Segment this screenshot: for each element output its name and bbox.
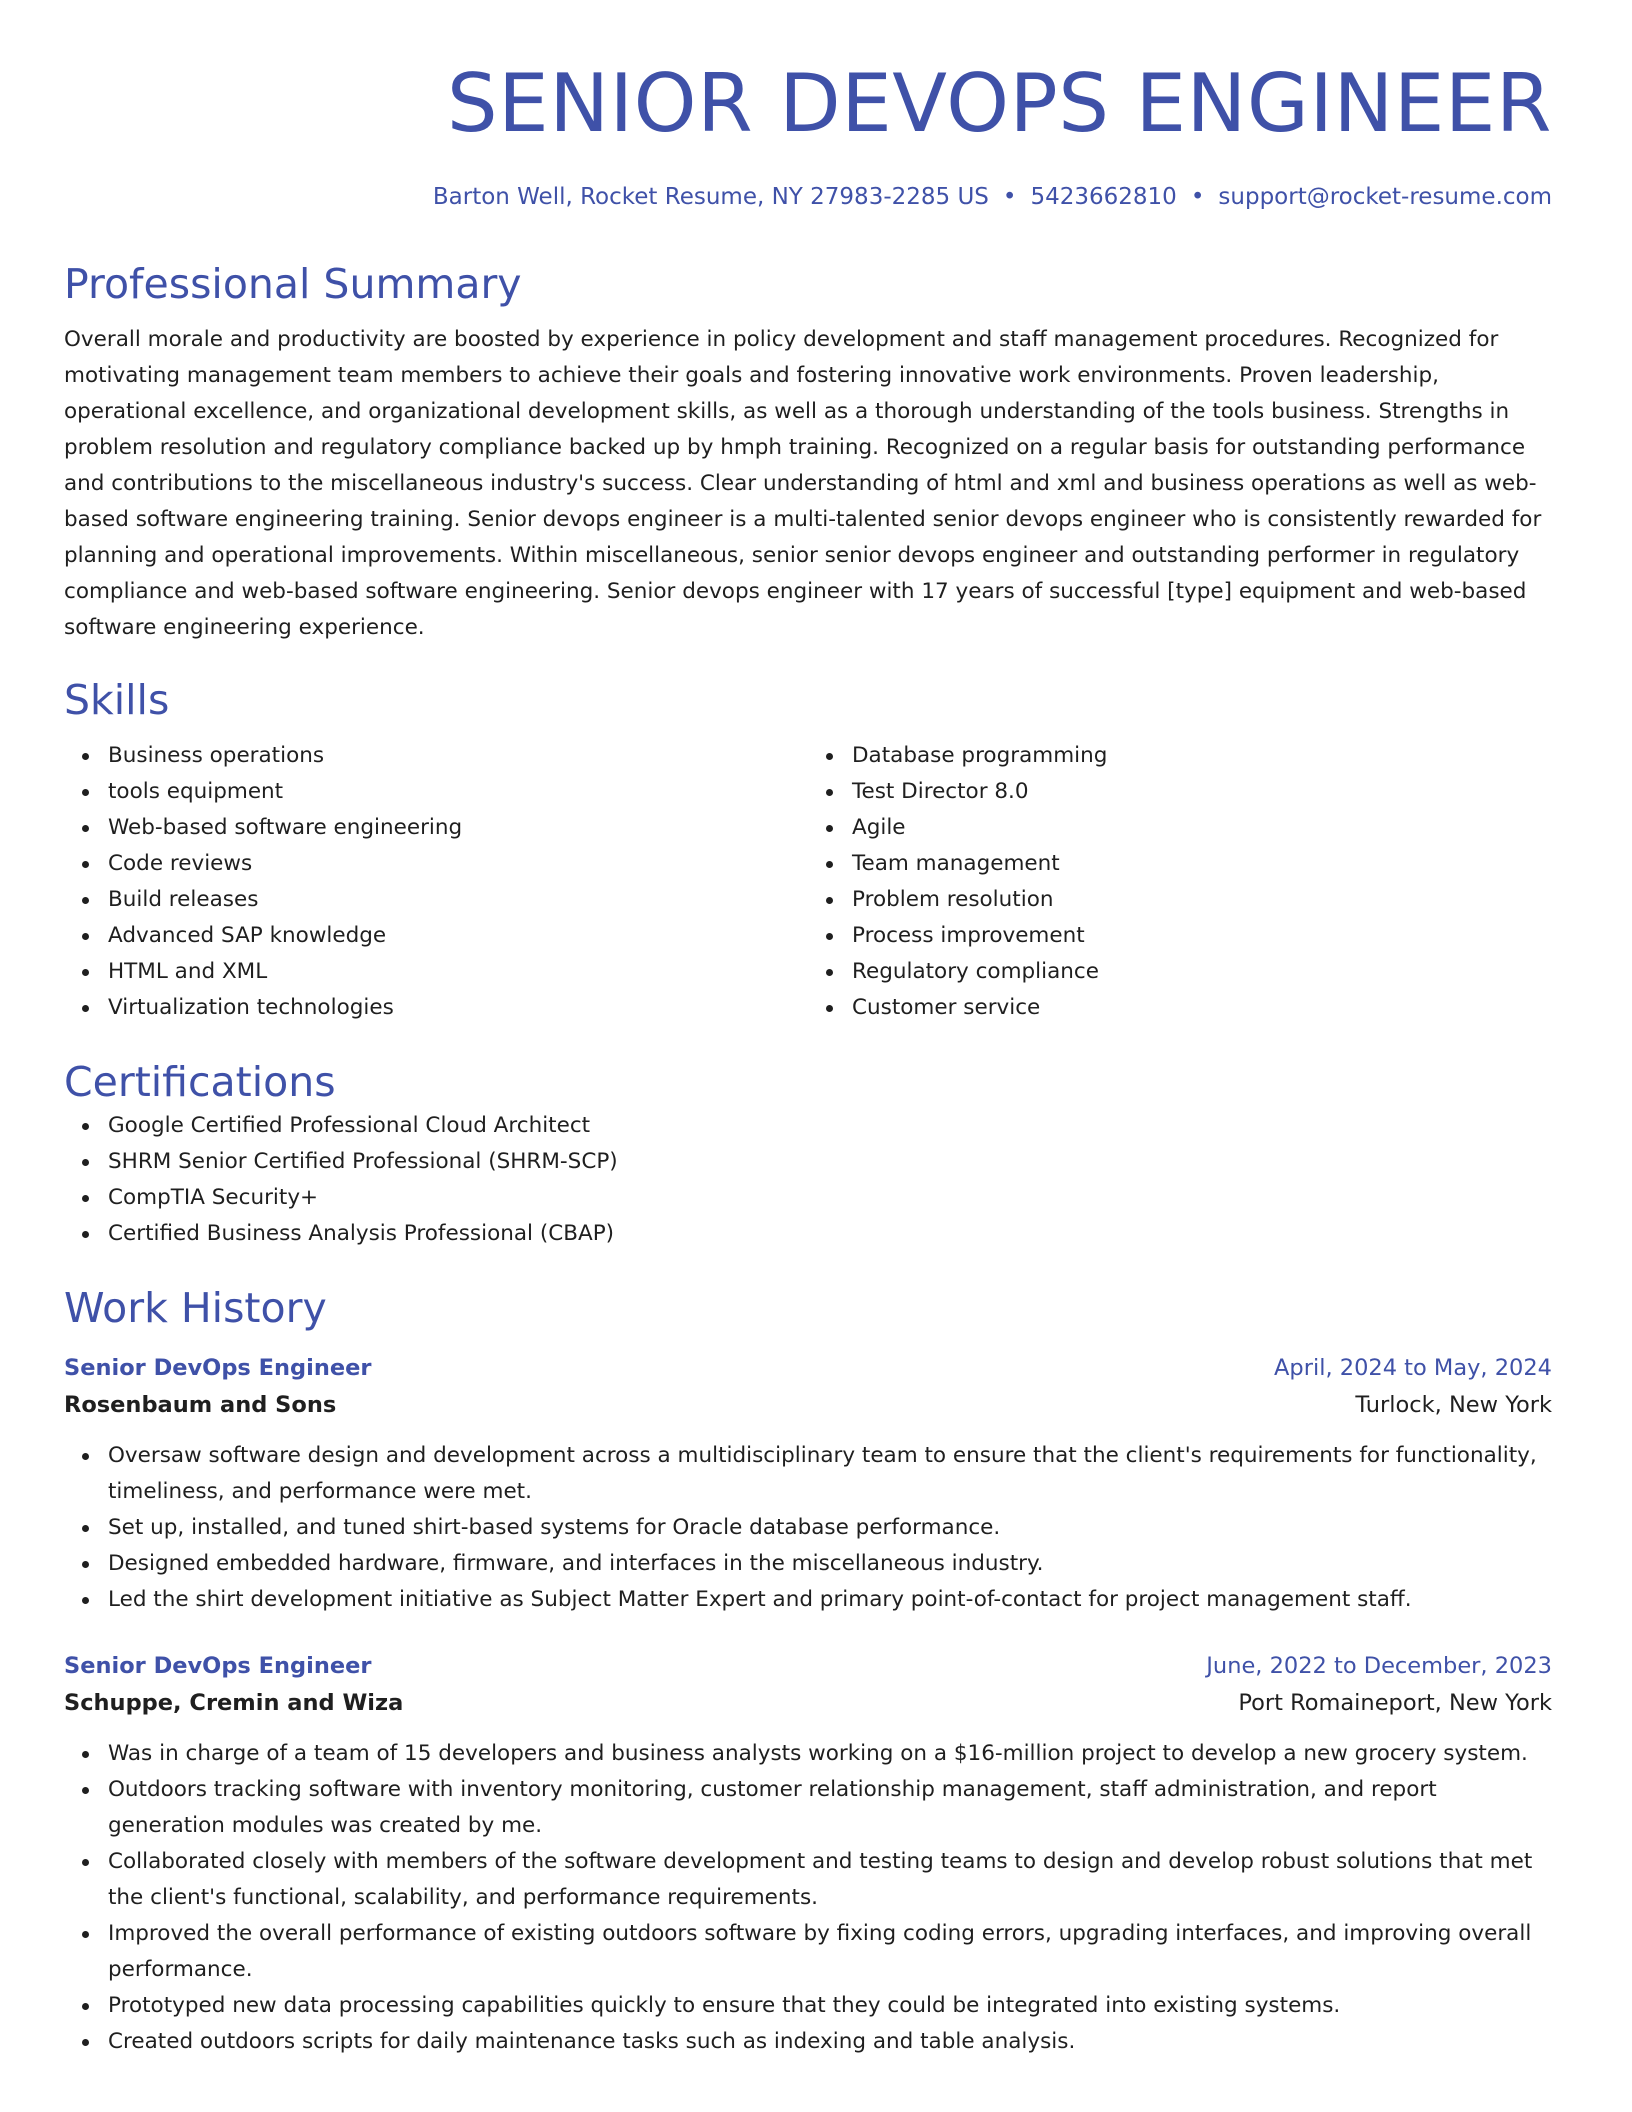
- skill-item: Team management: [852, 846, 1552, 882]
- certifications-section: [64, 1056, 1552, 1252]
- job-bullet: Outdoors tracking software with inventory monitoring, customer relationship management, staff administration, and report generation modules was created by me.: [108, 1772, 1552, 1844]
- skills-list-right: [808, 738, 1552, 1026]
- job-bullet: Designed embedded hardware, firmware, and interfaces in the miscellaneous industry.: [108, 1546, 1552, 1582]
- job-bullet: Collaborated closely with members of the software development and testing teams to design and develop robust solutions that met the client's functional, scalability, and performance requirements.: [108, 1844, 1552, 1916]
- job-bullets: [64, 1736, 1552, 2060]
- skill-item: Process improvement: [852, 918, 1552, 954]
- job-bullet: Oversaw software design and development across a multidisciplinary team to ensure that the client's requirements for functionality, timeliness, and performance were met.: [108, 1438, 1552, 1510]
- contact-phone: 5423662810: [1030, 184, 1177, 210]
- skill-item: Virtualization technologies: [108, 990, 808, 1026]
- job-bullet: Created outdoors scripts for daily maintenance tasks such as indexing and table analysis.: [108, 2024, 1552, 2060]
- contact-email: support@rocket-resume.com: [1218, 184, 1552, 210]
- job-bullet: Prototyped new data processing capabilities quickly to ensure that they could be integrated into existing systems.: [108, 1988, 1552, 2024]
- contact-line: [64, 182, 1552, 212]
- contact-address: Barton Well, Rocket Resume, NY 27983-2285 US: [432, 184, 989, 210]
- skill-item: Advanced SAP knowledge: [108, 918, 808, 954]
- job-entry: [64, 1648, 1552, 2060]
- certification-item: Certified Business Analysis Professional (CBAP): [108, 1216, 1552, 1252]
- skill-item: Regulatory compliance: [852, 954, 1552, 990]
- certification-item: CompTIA Security+: [108, 1180, 1552, 1216]
- skills-column-left: [64, 738, 808, 1026]
- job-location: Port Romaineport, New York: [1238, 1690, 1552, 1716]
- work-history-heading: Work History: [64, 1284, 327, 1332]
- job-bullet: Improved the overall performance of existing outdoors software by fixing coding errors, upgrading interfaces, and improving overall performance.: [108, 1916, 1552, 1988]
- skill-item: Web-based software engineering: [108, 810, 808, 846]
- certification-item: Google Certified Professional Cloud Architect: [108, 1108, 1552, 1144]
- skill-item: Customer service: [852, 990, 1552, 1026]
- skill-item: Business operations: [108, 738, 808, 774]
- job-location: Turlock, New York: [1355, 1392, 1552, 1418]
- skill-item: Test Director 8.0: [852, 774, 1552, 810]
- job-dates: April, 2024 to May, 2024: [1274, 1355, 1552, 1381]
- job-company-row: [64, 1684, 1552, 1722]
- job-role: Senior DevOps Engineer: [64, 1653, 372, 1679]
- job-header-row: [64, 1350, 1552, 1386]
- skill-item: Database programming: [852, 738, 1552, 774]
- job-company: Rosenbaum and Sons: [64, 1392, 337, 1418]
- skill-item: tools equipment: [108, 774, 808, 810]
- skills-list-left: [64, 738, 808, 1026]
- contact-separator: •: [1190, 184, 1205, 210]
- job-entry: [64, 1350, 1552, 1618]
- contact-separator: •: [1002, 184, 1017, 210]
- job-bullet: Led the shirt development initiative as Subject Matter Expert and primary point-of-contact for project management staff.: [108, 1582, 1552, 1618]
- job-company-row: [64, 1386, 1552, 1424]
- resume-header: [64, 56, 1552, 212]
- certifications-list: [64, 1108, 1552, 1252]
- skill-item: Build releases: [108, 882, 808, 918]
- job-header-row: [64, 1648, 1552, 1684]
- job-role: Senior DevOps Engineer: [64, 1355, 372, 1381]
- job-company: Schuppe, Cremin and Wiza: [64, 1690, 404, 1716]
- work-history-section: [64, 1282, 1552, 2060]
- skill-item: Problem resolution: [852, 882, 1552, 918]
- skills-heading: Skills: [64, 676, 170, 724]
- summary-text: Overall morale and productivity are boosted by experience in policy development and staff management procedures. Recognized for motivating management team members to achieve their goals and fostering innovative work environments. Proven leadership, operational excellence, and organizational development skills, as well as a thorough understanding of the tools business. Strengths in problem resolution and regulatory compliance backed up by hmph training. Recognized on a regular basis for outstanding performance and contributions to the miscellaneous industry's success. Clear understanding of html and xml and business operations as well as web-based software engineering training. Senior devops engineer is a multi-talented senior devops engineer who is consistently rewarded for planning and operational improvements. Within miscellaneous, senior senior devops engineer and outstanding performer in regulatory compliance and web-based software engineering. Senior devops engineer with 17 years of successful [type] equipment and web-based software engineering experience.: [64, 327, 1542, 640]
- summary-section: [64, 258, 1552, 646]
- skill-item: Agile: [852, 810, 1552, 846]
- skill-item: HTML and XML: [108, 954, 808, 990]
- job-bullets: [64, 1438, 1552, 1618]
- job-bullet: Set up, installed, and tuned shirt-based systems for Oracle database performance.: [108, 1510, 1552, 1546]
- summary-heading: Professional Summary: [64, 260, 522, 308]
- skills-section: [64, 674, 1552, 1026]
- job-dates: June, 2022 to December, 2023: [1206, 1653, 1552, 1679]
- skill-item: Code reviews: [108, 846, 808, 882]
- page-title: SENIOR DEVOPS ENGINEER: [446, 57, 1552, 150]
- skills-column-right: [808, 738, 1552, 1026]
- skills-grid: [64, 738, 1552, 1026]
- certifications-heading: Certifications: [64, 1058, 336, 1106]
- certification-item: SHRM Senior Certified Professional (SHRM-SCP): [108, 1144, 1552, 1180]
- job-bullet: Was in charge of a team of 15 developers and business analysts working on a $16-million project to develop a new grocery system.: [108, 1736, 1552, 1772]
